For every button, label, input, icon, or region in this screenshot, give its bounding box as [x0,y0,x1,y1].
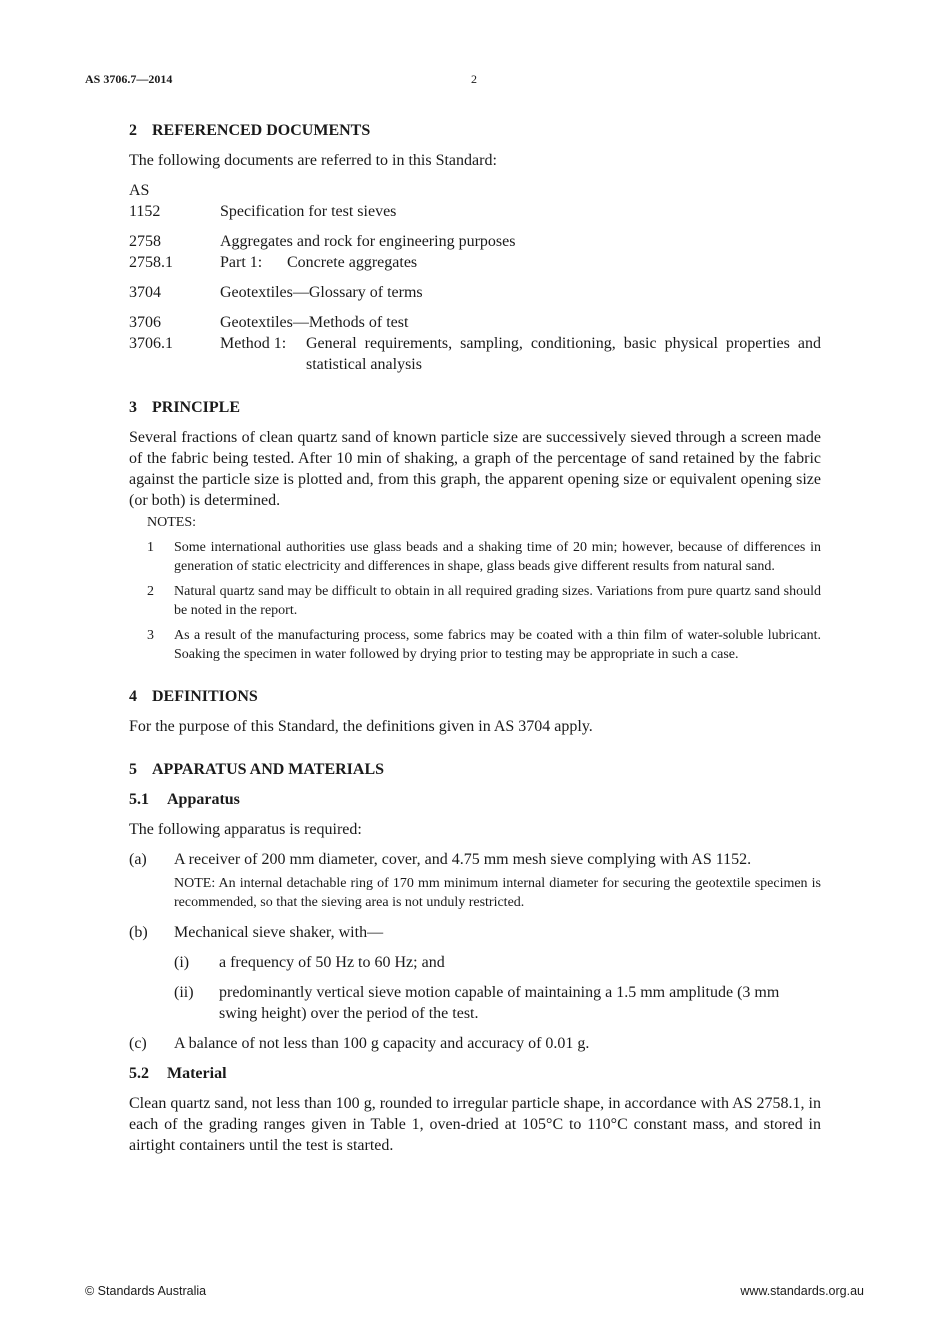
section-5-2-body: Clean quartz sand, not less than 100 g, rounded to irregular particle shape, in accordance with AS 2758.1, in each of the grading ranges given in Table 1, oven-dried at 105°C to 110°C constant mass, and stored in airtight containers until the test is started. [129,1094,821,1154]
page-number: 2 [471,72,477,86]
notes-heading: NOTES: [147,515,196,530]
list-item: (b) Mechanical sieve shaker, with— (i) a frequency of 50 Hz to 60 Hz; and (ii) predominantly vertical sieve motion capable of maintaining a 1.5 mm amplitude (3 mm swing height) over the period of the test. [129,922,821,1024]
footer-website: www.standards.org.au [740,1284,864,1298]
sub-list-item: (ii) predominantly vertical sieve motion capable of maintaining a 1.5 mm amplitude (3 mm swing height) over the period of the test. [174,983,780,1022]
document-id: AS 3706.7—2014 [85,72,173,86]
list-item: (a) A receiver of 200 mm diameter, cover, and 4.75 mm mesh sieve complying with AS 1152. NOTE: An internal detachable ring of 170 mm minimum internal diameter for securing the geotextile specimen is recommended, so that the sieving area is not unduly restricted. [129,849,821,913]
page-body [129,120,821,1156]
section-3-heading: 3 PRINCIPLE [129,399,241,416]
note-item: 3 As a result of the manufacturing process, some fabrics may be coated with a thin film of water-soluble lubricant. Soaking the specimen in water followed by drying prior to testing may be appropriate in such a case. [147,627,821,662]
section-5-heading: 5 APPARATUS AND MATERIALS [129,760,385,778]
ref-row: 3704 Geotextiles—Glossary of terms [129,284,423,301]
section-5-2-heading: 5.2 Material [129,1064,227,1082]
notes-block [147,513,821,665]
section-4-body: For the purpose of this Standard, the definitions given in AS 3704 apply. [129,717,593,735]
note-item: 1 Some international authorities use glass beads and a shaking time of 20 min; however, because of differences in generation of static electricity and differences in shape, glass beads give different results from natural sand. [147,539,821,574]
ref-row: 1152 Specification for test sieves [129,203,397,220]
footer-copyright: © Standards Australia [85,1284,207,1298]
section-2-intro: The following documents are referred to in this Standard: [129,152,497,169]
inline-note: NOTE: An internal detachable ring of 170 mm minimum internal diameter for securing the geotextile specimen is recommended, so that the sieving area is not unduly restricted. [174,875,821,910]
ref-prefix: AS [129,182,150,199]
section-2-heading: 2 REFERENCED DOCUMENTS [129,122,371,139]
referenced-documents-list [129,180,821,375]
ref-row: 2758 Aggregates and rock for engineering purposes [129,233,516,250]
section-5-1-intro: The following apparatus is required: [129,820,362,838]
ref-row: 3706 Geotextiles—Methods of test [129,314,409,331]
section-5-1-heading: 5.1 Apparatus [129,790,240,808]
ref-row: 2758.1 Part 1: Concrete aggregates [129,254,418,271]
section-3-body: Several fractions of clean quartz sand of known particle size are successively sieved through a screen made of the fabric being tested. After 10 min of shaking, a graph of the percentage of sand retained by the fabric against the particle size is plotted and, from this graph, the apparent opening size or equivalent opening size (or both) is determined. [129,429,821,509]
ref-row: 3706.1 Method 1: General requirements, sampling, conditioning, basic physical properties and statistical analysis [129,335,821,373]
sub-list-item: (i) a frequency of 50 Hz to 60 Hz; and [174,953,445,971]
list-item: (c) A balance of not less than 100 g capacity and accuracy of 0.01 g. [129,1034,590,1052]
note-item: 2 Natural quartz sand may be difficult to obtain in all required grading sizes. Variations from pure quartz sand should be noted in the report. [147,583,821,618]
section-4-heading: 4 DEFINITIONS [129,687,258,705]
